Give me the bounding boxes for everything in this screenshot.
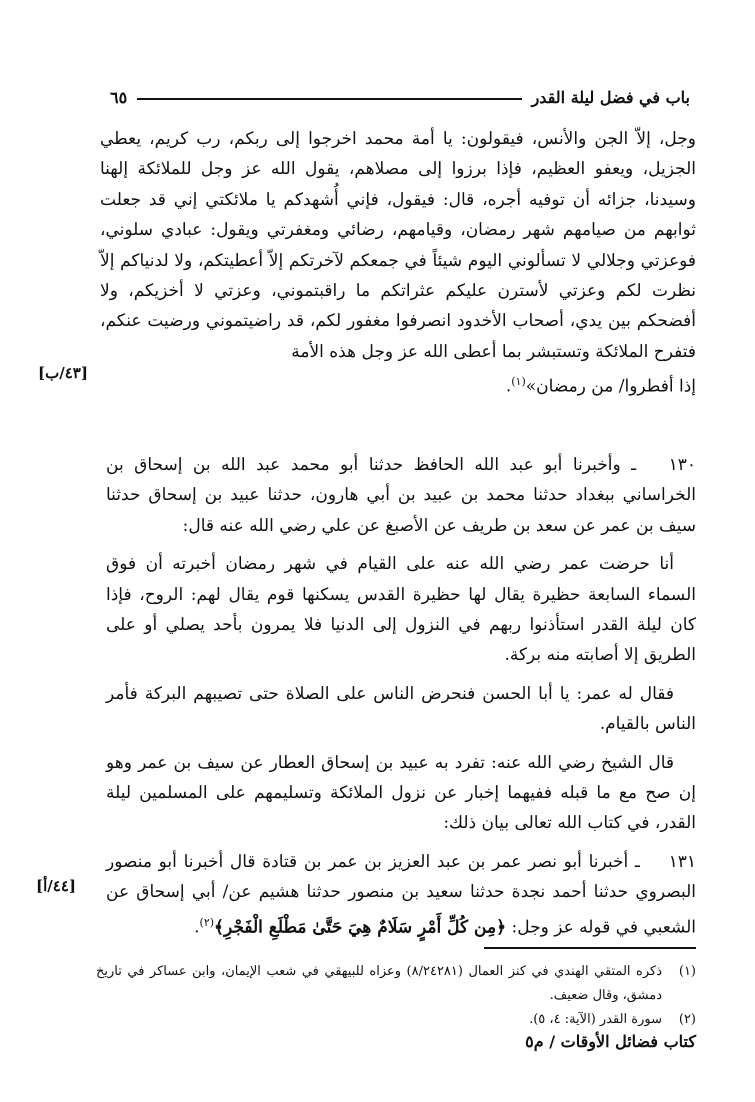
footnote-2: (٢) سورة القدر (الآية: ٤، ٥). [529,1012,696,1027]
shaykh-comment: قال الشيخ رضي الله عنه: تفرد به عبيد بن إسحاق العطار عن سيف بن عمر وهو إن صح مع ما قبله ففيهما إخبار عن نزول الملائكة وتسليمهم على المسلمين ليلة القدر، في كتاب الله تعالى بيان ذلك: [106,752,696,834]
running-header [110,82,690,112]
hadith-body [106,450,696,951]
hadith-130-text: أنا حرضت عمر رضي الله عنه على القيام في شهر رمضان أخبرته أن فوق السماء السابعة حظيرة يقال لها حظيرة القدس يسكنها قوم يقال لهم: الروح، فإذا كان ليلة القدر استأذنوا ربهم في النزول إلى الدنيا فلا يمرون بأحد يصلي أو على الطريق إلا أصابته منه بركة. [106,554,696,666]
margin-mark-2: [٤٤/أ] [36,877,76,895]
umar-reply: فقال له عمر: يا أبا الحسن فنحرض الناس على الصلاة حتى تصيبهم البركة فأمر الناس بالقيام. [106,683,696,735]
page-number: ٦٥ [110,87,128,107]
hadith-130: ١٣٠ ـ وأخبرنا أبو عبد الله الحافظ حدثنا أبو محمد عبد الله بن إسحاق بن الخراساني ببغداد حدثنا محمد بن عبيد بن أبي هارون، حدثنا عبيد بن إسحاق حدثنا سيف بن عمر عن سعد بن طريف عن الأصبغ عن علي رضي الله عنه قال: [106,455,696,536]
intro-end: إذا أفطروا/ من رمضان» [525,376,696,397]
quran-verse: ﴿مِن كُلِّ أَمْرٍ سَلَامٌ هِيَ حَتَّىٰ مَطْلَعِ الْفَجْرِ﴾ [214,917,507,938]
header-title: باب في فضل ليلة القدر [531,87,690,107]
intro-text: وجل، إلاّ الجن والأنس، فيقولون: يا أمة محمد اخرجوا إلى ربكم، رب كريم، يعطي الجزيل، ويعفو العظيم، فإذا برزوا إلى مصلاهم، يقول الله عز وجل للملائكة إلهنا وسيدنا، جزائه أن توفيه أجره، قال: فيقول، فإني أُشهدكم يا ملائكتي إني قد جعلت ثوابهم من صيامهم شهر رمضان، وقيامهم، رضائي ومغفرتي ويقول: عبادي سلوني، فوعزتي وجلالي لا تسألوني اليوم شيئاً في جمعكم لآخرتكم إلاّ أعطيتكم، ولا لدنياكم إلاّ نظرت لكم وعزتي لأسترن عليكم عثراتكم ما راقبتموني، وعزتي لا أخزيكم، ولا أفضحكم بين يدي، أصحاب الأخدود انصرفوا مغفور لكم، قد راضيتموني ورضيت عنكم، فتفرح الملائكة وتستبشر بما أعطى الله عز وجل هذه الأمة [100,129,696,362]
margin-mark-1: [٤٣/ب] [38,364,88,382]
footnote-mark-1: (١) [511,375,526,389]
hadith-131: ١٣١ ـ أخبرنا أبو نصر عمر بن عبد العزيز بن عمر بن قتادة قال أخبرنا أبو منصور البصروي حدثنا أحمد نجدة حدثنا سعيد بن منصور حدثنا هشيم عن/ أبي إسحاق عن الشعبي في قوله عز وجل: ﴿مِن كُلِّ أَمْرٍ سَلَامٌ هِيَ حَتَّىٰ مَطْلَعِ الْفَجْرِ﴾$^{(٢)}$. [106,851,696,938]
header-rule [137,98,521,100]
footnote-rule [484,947,696,949]
signature-footer: كتاب فضائل الأوقات / م٥ [525,1032,696,1051]
intro-paragraph: وجل، إلاّ الجن والأنس، فيقولون: يا أمة محمد اخرجوا إلى ربكم، رب كريم، يعطي الجزيل، ويعفو العظيم، فإذا برزوا إلى مصلاهم، يقول الله عز وجل للملائكة إلهنا وسيدنا، جزائه أن توفيه أجره، قال: فيقول، فإني أُشهدكم يا ملائكتي إني قد جعلت ثوابهم من صيامهم شهر رمضان، وقيامهم، رضائي ومغفرتي ويقول: عبادي سلوني، فوعزتي وجلالي لا تسألوني اليوم شيئاً في جمعكم لآخرتكم إلاّ أعطيتكم، ولا لدنياكم إلاّ نظرت لكم وعزتي لأسترن عليكم عثراتكم ما راقبتموني، وعزتي لا أخزيكم، ولا أفضحكم بين يدي، أصحاب الأخدود انصرفوا مغفور لكم، قد راضيتموني ورضيت عنكم، فتفرح الملائكة وتستبشر بما أعطى الله عز وجل هذه الأمة إذا أفطروا/ من رمضان»$^{(١)}$. [100,129,696,397]
footnote-mark-2: (٢) [199,915,215,929]
footnote-1: (١) ذكره المتقي الهندي في كنز العمال (٨/٢٤٢٨١) وعزاه للبيهقي في شعب الإيمان، وابن عساكر في تاريخ دمشق، وقال ضعيف. [96,964,696,1003]
footnotes [96,960,696,1032]
